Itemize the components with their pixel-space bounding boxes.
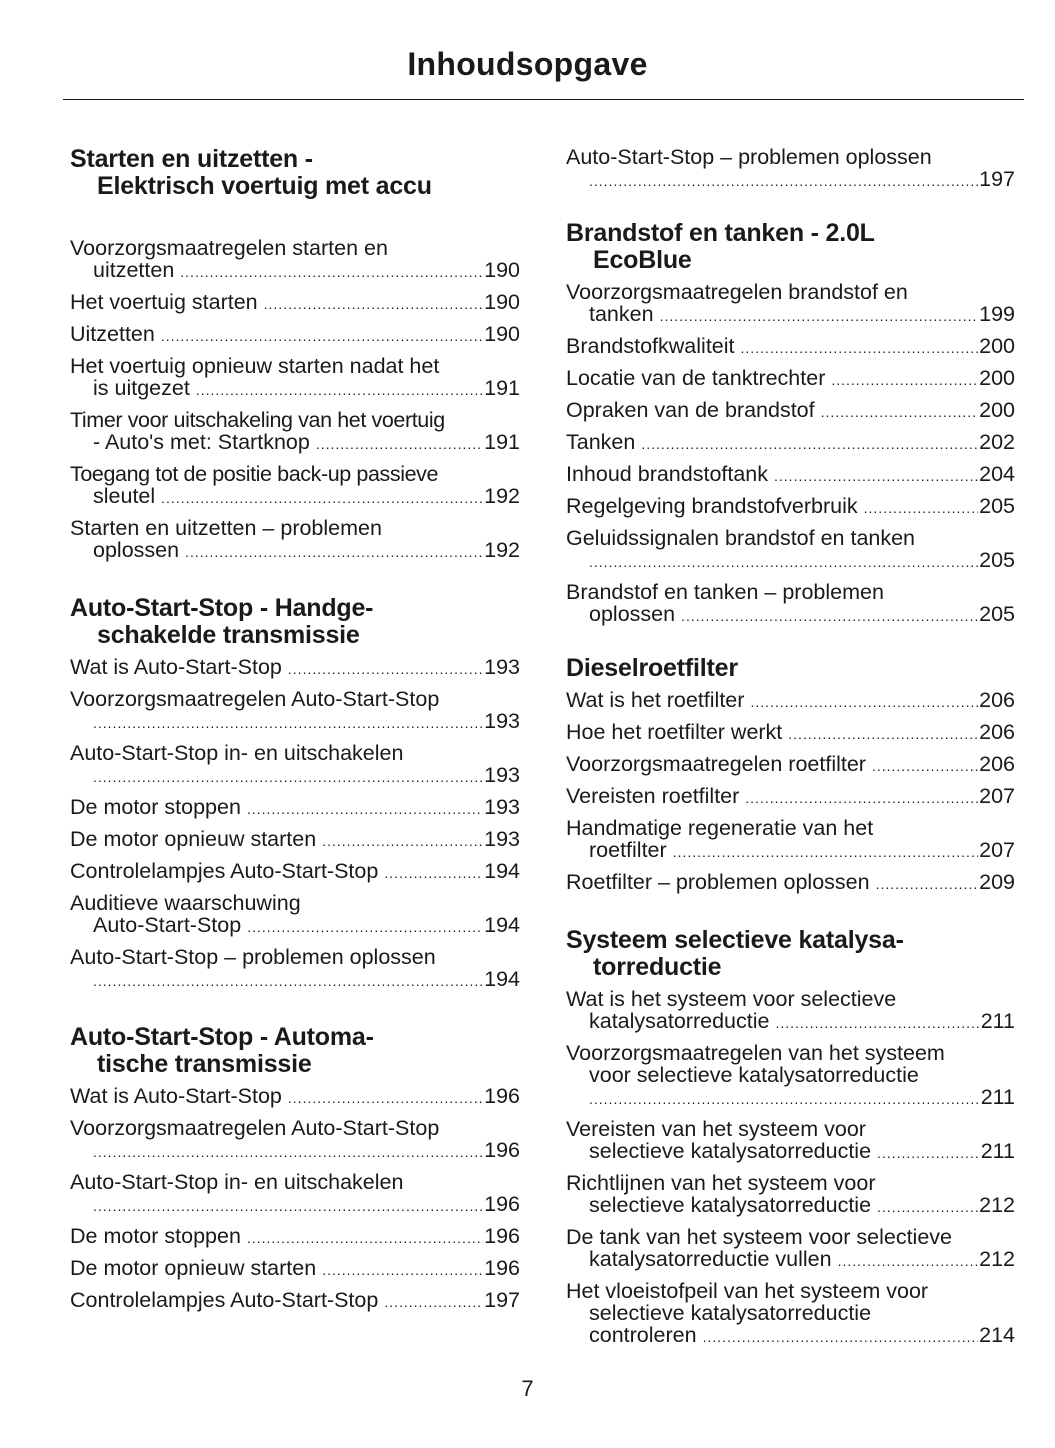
toc-entry[interactable]: Wat is het roetfilter ..... 206 [566,689,1015,713]
page-ref: 197 [979,167,1015,191]
toc-entry[interactable]: Voorzorgsmaatregelen van het systeem voor selectieve katalysatorreductie ..... 211 [566,1042,1015,1110]
page-ref: 191 [484,376,520,400]
toc-entry[interactable]: De tank van het systeem voor selectieve katalysatorreductie vullen ..... 212 [566,1226,1015,1272]
toc-entry[interactable]: Controlelampjes Auto-Start-Stop ..... 194 [70,860,520,884]
toc-entry[interactable]: Voorzorgsmaatregelen Auto-Start-Stop ..... 196 [70,1117,520,1163]
page-ref: 197 [484,1288,520,1312]
page-ref: 192 [484,538,520,562]
toc-entry[interactable]: Handmatige regeneratie van het roetfilter ..... 207 [566,817,1015,863]
page-ref: 194 [484,859,520,883]
page-ref: 193 [484,763,520,787]
toc-entry[interactable]: Voorzorgsmaatregelen Auto-Start-Stop ..... 193 [70,688,520,734]
section-heading-auto-start-stop-handgeschakeld: Auto-Start-Stop - Handge- schakelde transmissie [70,594,374,649]
page-ref: 202 [979,430,1015,454]
toc-entry[interactable]: Voorzorgsmaatregelen starten en uitzetten ..... 190 [70,237,520,283]
toc-column-right [566,146,1015,1356]
toc-entry[interactable]: Het vloeistofpeil van het systeem voor selectieve katalysatorreductie controleren ..... 214 [566,1280,1015,1348]
toc-entry[interactable]: Auditieve waarschuwing Auto-Start-Stop ..... 194 [70,892,520,938]
page-ref: 200 [979,334,1015,358]
section-heading-auto-start-stop-automatisch: Auto-Start-Stop - Automa- tische transmissie [70,1023,374,1078]
page-ref: 193 [484,655,520,679]
toc-entry[interactable]: Inhoud brandstoftank ..... 204 [566,463,1015,487]
toc-entry[interactable]: Auto-Start-Stop – problemen oplossen ..... 197 [566,146,1015,192]
page-ref: 206 [979,720,1015,744]
toc-entry[interactable]: Controlelampjes Auto-Start-Stop ..... 197 [70,1289,520,1313]
page-ref: 192 [484,484,520,508]
page-ref: 193 [484,795,520,819]
toc-entry[interactable]: De motor opnieuw starten ..... 196 [70,1257,520,1281]
page-ref: 200 [979,366,1015,390]
page-ref: 193 [484,827,520,851]
page-ref: 190 [484,290,520,314]
page-ref: 199 [979,302,1015,326]
page-ref: 196 [484,1192,520,1216]
page-ref: 209 [979,870,1015,894]
page-ref: 212 [979,1193,1015,1217]
page-number: 7 [521,1376,534,1401]
toc-entry[interactable]: Voorzorgsmaatregelen brandstof en tanken ..... 199 [566,281,1015,327]
toc-entry[interactable]: Het voertuig starten ..... 190 [70,291,520,315]
page-ref: 193 [484,709,520,733]
toc-entry[interactable]: Auto-Start-Stop in- en uitschakelen ..... 193 [70,742,520,788]
toc-entry[interactable]: Brandstofkwaliteit ..... 200 [566,335,1015,359]
page-ref: 194 [484,913,520,937]
toc-entry[interactable]: Auto-Start-Stop – problemen oplossen ..... 194 [70,946,520,992]
page-ref: 204 [979,462,1015,486]
section-heading-starten-uitzetten: Starten en uitzetten - Elektrisch voertuig met accu [70,145,432,200]
page-ref: 196 [484,1256,520,1280]
page-ref: 190 [484,258,520,282]
page-title: Inhoudsopgave [407,46,648,82]
toc-entry[interactable]: De motor opnieuw starten ..... 193 [70,828,520,852]
toc-entry[interactable]: Hoe het roetfilter werkt ..... 206 [566,721,1015,745]
toc-entry[interactable]: Wat is Auto-Start-Stop ..... 196 [70,1085,520,1109]
toc-entry[interactable]: Tanken ..... 202 [566,431,1015,455]
toc-entry[interactable]: Geluidssignalen brandstof en tanken ..... 205 [566,527,1015,573]
toc-entry[interactable]: Opraken van de brandstof ..... 200 [566,399,1015,423]
toc-entry[interactable]: Auto-Start-Stop in- en uitschakelen ..... 196 [70,1171,520,1217]
toc-entry[interactable]: Richtlijnen van het systeem voor selectieve katalysatorreductie ..... 212 [566,1172,1015,1218]
toc-entry[interactable]: Locatie van de tanktrechter ..... 200 [566,367,1015,391]
page-ref: 206 [979,688,1015,712]
page-ref: 211 [980,1009,1015,1033]
page-ref: 211 [980,1085,1015,1109]
toc-entry[interactable]: Wat is het systeem voor selectieve katalysatorreductie ..... 211 [566,988,1015,1034]
page-ref: 196 [484,1084,520,1108]
page-ref: 212 [979,1247,1015,1271]
toc-column-left [70,146,520,1321]
page-ref: 211 [980,1139,1015,1163]
toc-entry[interactable]: De motor stoppen ..... 193 [70,796,520,820]
page-ref: 196 [484,1138,520,1162]
toc-entry[interactable]: Regelgeving brandstofverbruik ..... 205 [566,495,1015,519]
page-ref: 190 [484,322,520,346]
page-ref: 205 [979,494,1015,518]
page-ref: 207 [979,838,1015,862]
page-ref: 214 [979,1323,1015,1347]
page-ref: 200 [979,398,1015,422]
toc-entry[interactable]: Starten en uitzetten – problemen oplossen ..... 192 [70,517,520,563]
section-heading-selectieve-katalysatorreductie: Systeem selectieve katalysa- torreductie [566,926,904,981]
toc-entry[interactable]: Het voertuig opnieuw starten nadat het is uitgezet ..... 191 [70,355,520,401]
toc-entry[interactable]: Voorzorgsmaatregelen roetfilter ..... 206 [566,753,1015,777]
section-heading-dieselroetfilter: Dieselroetfilter [566,654,738,682]
toc-entry[interactable]: Vereisten roetfilter ..... 207 [566,785,1015,809]
toc-entry[interactable]: Timer voor uitschakeling van het voertuig - Auto's met: Startknop ..... 191 [70,409,520,455]
page-ref: 205 [979,602,1015,626]
title-divider [63,99,1024,100]
section-heading-brandstof-tanken: Brandstof en tanken - 2.0L EcoBlue [566,219,875,274]
page-ref: 196 [484,1224,520,1248]
page-ref: 191 [484,430,520,454]
toc-entry[interactable]: Brandstof en tanken – problemen oplossen ..... 205 [566,581,1015,627]
page-ref: 206 [979,752,1015,776]
toc-entry[interactable]: Roetfilter – problemen oplossen ..... 209 [566,871,1015,895]
toc-entry[interactable]: Wat is Auto-Start-Stop ..... 193 [70,656,520,680]
toc-entry[interactable]: Vereisten van het systeem voor selectieve katalysatorreductie ..... 211 [566,1118,1015,1164]
toc-entry[interactable]: Uitzetten ..... 190 [70,323,520,347]
page-ref: 205 [979,548,1015,572]
toc-entry[interactable]: De motor stoppen ..... 196 [70,1225,520,1249]
page-ref: 194 [484,967,520,991]
toc-entry[interactable]: Toegang tot de positie back-up passieve sleutel ..... 192 [70,463,520,509]
page-ref: 207 [979,784,1015,808]
